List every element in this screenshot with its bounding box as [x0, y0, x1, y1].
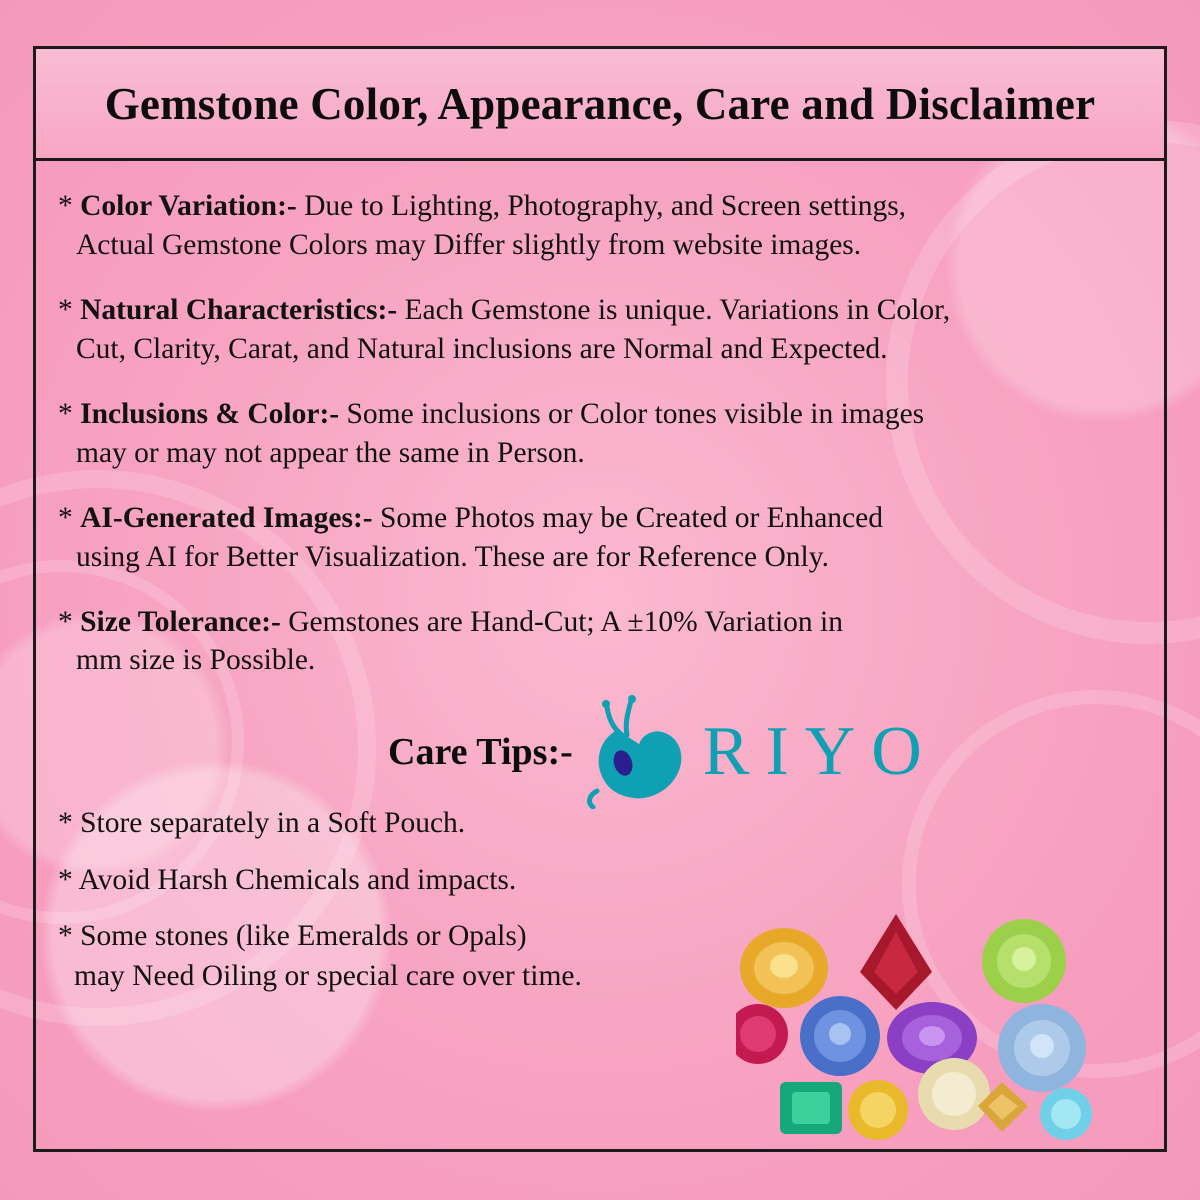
card-body — [36, 161, 1164, 1149]
bullet-line-1: Gemstones are Hand-Cut; A ±10% Variation in — [280, 605, 843, 638]
bullet-line-1: Due to Lighting, Photography, and Screen settings, — [296, 190, 907, 222]
emerald-cut-gem — [780, 1082, 842, 1134]
disclaimer-card — [33, 46, 1167, 1152]
peacock-logo-icon — [579, 691, 699, 814]
blue-topaz-round-gem — [1040, 1088, 1092, 1140]
bullet-line-1: Some Photos may be Created or Enhanced — [372, 501, 883, 534]
bullet-line-1: Each Gemstone is unique. Variations in Color, — [397, 293, 951, 326]
care-line-2: may Need Oiling or special care over time. — [74, 959, 582, 992]
bullet-lead: AI-Generated Images:- — [80, 501, 373, 534]
care-item — [58, 917, 758, 996]
champagne-round-gem — [918, 1058, 990, 1130]
bullet-color-variation — [58, 187, 1142, 265]
bullet-line-2: mm size is Possible. — [76, 644, 316, 677]
care-marker: * — [58, 920, 73, 953]
bullet-size-tolerance — [58, 603, 1142, 681]
bullet-lead: Color Variation:- — [80, 190, 297, 222]
bullet-lead: Inclusions & Color:- — [80, 397, 340, 430]
bullet-marker: * — [58, 190, 73, 222]
card-header — [36, 49, 1164, 161]
bullet-marker: * — [58, 397, 73, 430]
bullet-marker: * — [58, 501, 73, 534]
brand-name: RIYO — [702, 713, 938, 791]
bullet-line-2: using AI for Better Visualization. These are for Reference Only. — [76, 540, 829, 573]
bullet-natural-characteristics — [58, 291, 1142, 369]
care-line-1: Avoid Harsh Chemicals and impacts. — [78, 863, 517, 896]
care-line-1: Store separately in a Soft Pouch. — [80, 807, 466, 840]
care-marker: * — [58, 807, 73, 840]
care-line-1: Some stones (like Emeralds or Opals) — [80, 920, 527, 953]
bullet-lead: Size Tolerance:- — [80, 605, 281, 638]
bullet-line-2: Cut, Clarity, Carat, and Natural inclusions are Normal and Expected. — [76, 332, 888, 365]
ruby-round-gem — [736, 1004, 788, 1064]
bullet-marker: * — [58, 605, 73, 638]
brand-logo — [579, 691, 938, 814]
sapphire-round-gem — [800, 996, 880, 1076]
bullet-line-2: Actual Gemstone Colors may Differ slightly from website images. — [76, 228, 862, 261]
page-title: Gemstone Color, Appearance, Care and Disclaimer — [104, 78, 1096, 129]
gemstone-cluster-icon — [736, 906, 1156, 1141]
yellow-round-gem — [848, 1080, 908, 1140]
bullet-line-1: Some inclusions or Color tones visible in images — [339, 397, 925, 430]
care-tips-header — [58, 706, 1142, 798]
bullet-marker: * — [58, 293, 73, 326]
citrine-oval-gem — [740, 928, 828, 1008]
bullet-lead: Natural Characteristics:- — [80, 293, 398, 326]
bullet-line-2: may or may not appear the same in Person. — [76, 436, 585, 469]
care-tips-label: Care Tips:- — [388, 731, 573, 774]
bullet-ai-generated-images — [58, 499, 1142, 577]
care-item — [58, 861, 758, 901]
aquamarine-round-gem — [998, 1004, 1086, 1092]
peridot-round-gem — [982, 919, 1066, 1003]
garnet-pear-gem — [860, 914, 932, 1010]
bullet-inclusions-color — [58, 395, 1142, 473]
care-marker: * — [58, 863, 73, 896]
